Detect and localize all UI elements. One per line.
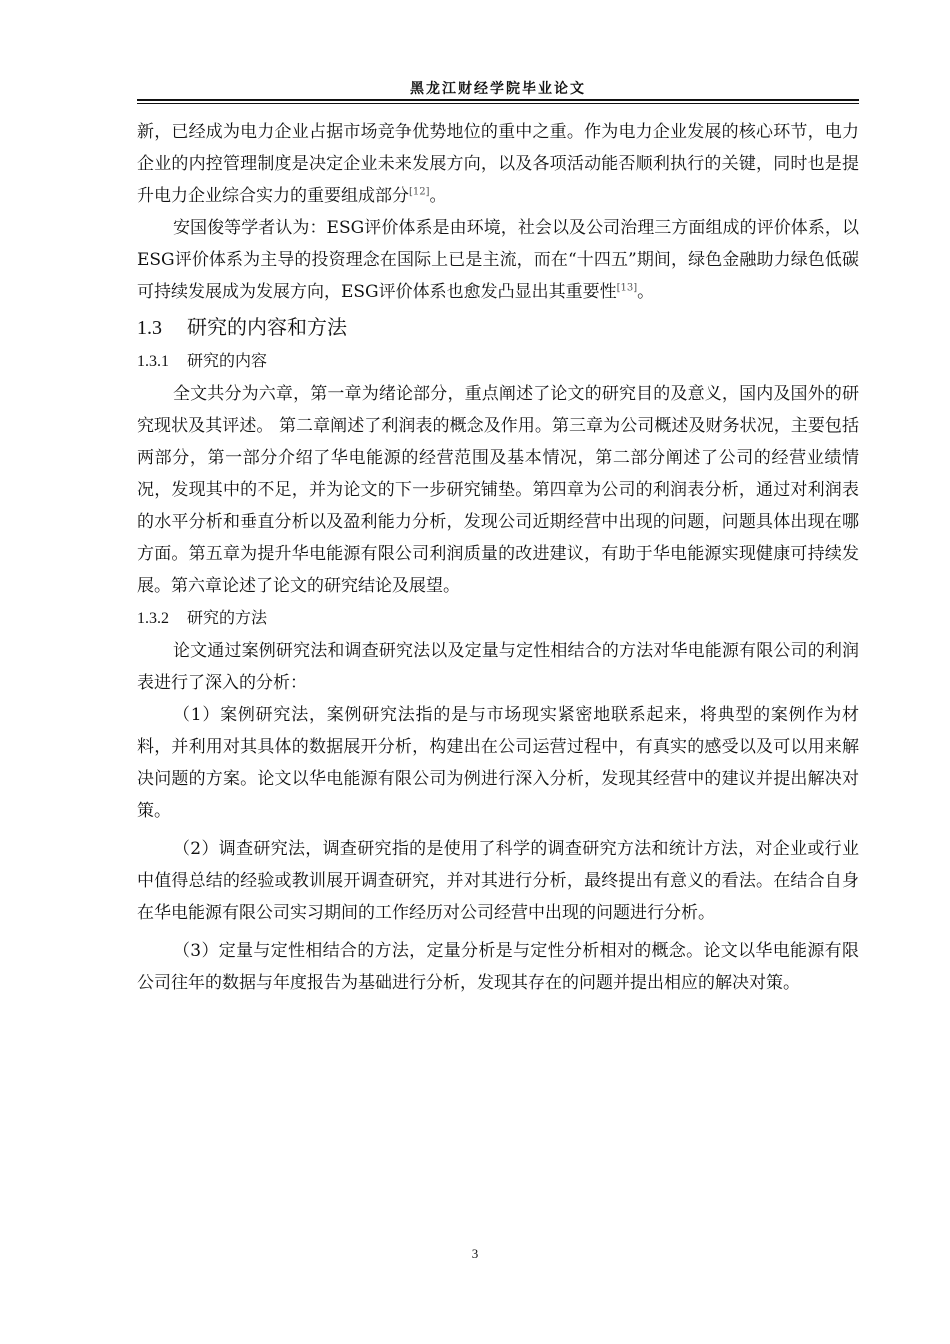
paragraph-method-survey: （2）调查研究法，调查研究指的是使用了科学的调查研究方法和统计方法，对企业或行业中值得总结的经验或教训展开调查研究，并对其进行分析，最终提出有意义的看法。在结合自身在华电能源有限公司实习期间的工作经历对公司经营中出现的问题进行分析。 <box>137 839 859 923</box>
paragraph-text: 安国俊等学者认为：ESG评价体系是由环境，社会以及公司治理三方面组成的评价体系，以ESG评价体系为主导的投资理念在国际上已是主流，而在“十四五”期间，绿色金融助力绿色低碳可持续发展成为发展方向，ESG评价体系也愈发凸显出其重要性 <box>137 218 859 302</box>
header-rule-thick <box>137 99 859 101</box>
subsection-number: 1.3.1 <box>137 353 169 370</box>
paragraph-esg <box>137 212 859 308</box>
citation-ref: [13] <box>616 282 638 294</box>
paragraph-end: 。 <box>429 186 447 206</box>
running-header: 黑龙江财经学院毕业论文 <box>410 81 586 97</box>
section-title: 研究的内容和方法 <box>187 315 347 339</box>
subsection-title: 研究的内容 <box>187 351 268 370</box>
subsection-heading-content <box>137 345 859 378</box>
citation-ref: [12] <box>409 186 430 198</box>
paragraph-text: 新，已经成为电力企业占据市场竞争优势地位的重中之重。作为电力企业发展的核心环节，电力企业的内控管理制度是决定企业未来发展方向，以及各项活动能否顺利执行的关键，同时也是提升电力企业综合实力的重要组成部分 <box>137 122 859 206</box>
subsection-number: 1.3.2 <box>137 610 169 627</box>
paragraph-end: 。 <box>637 282 655 302</box>
paragraph-method-intro: 论文通过案例研究法和调查研究法以及定量与定性相结合的方法对华电能源有限公司的利润表进行了深入的分析： <box>137 641 859 693</box>
paragraph-continued <box>137 116 859 212</box>
subsection-heading-method <box>137 602 859 635</box>
section-number: 1.3 <box>137 317 162 339</box>
paragraph-method-case: （1）案例研究法，案例研究法指的是与市场现实紧密地联系起来，将典型的案例作为材料，并利用对其具体的数据展开分析，构建出在公司运营过程中，有真实的感受以及可以用来解决问题的方案。论文以华电能源有限公司为例进行深入分析，发现其经营中的建议并提出解决对策。 <box>137 705 859 821</box>
paragraph-content-overview: 全文共分为六章，第一章为绪论部分，重点阐述了论文的研究目的及意义，国内及国外的研究现状及其评述。 第二章阐述了利润表的概念及作用。第三章为公司概述及财务状况，主要包括两部分，第一部分介绍了华电能源的经营范围及基本情况，第二部分阐述了公司的经营业绩情况，发现其中的不足，并为论文的下一步研究铺垫。第四章为公司的利润表分析，通过对利润表的水平分析和垂直分析以及盈利能力分析，发现公司近期经营中出现的问题，问题具体出现在哪方面。第五章为提升华电能源有限公司利润质量的改进建议，有助于华电能源实现健康可持续发展。第六章论述了论文的研究结论及展望。 <box>137 384 859 596</box>
subsection-title: 研究的方法 <box>187 608 268 627</box>
header-rule-thin <box>137 103 859 104</box>
paragraph-method-quant: （3）定量与定性相结合的方法，定量分析是与定性分析相对的概念。论文以华电能源有限公司往年的数据与年度报告为基础进行分析，发现其存在的问题并提出相应的解决对策。 <box>137 941 859 993</box>
page-body <box>137 116 859 999</box>
page-number: 3 <box>471 1246 479 1261</box>
section-heading <box>137 310 859 345</box>
